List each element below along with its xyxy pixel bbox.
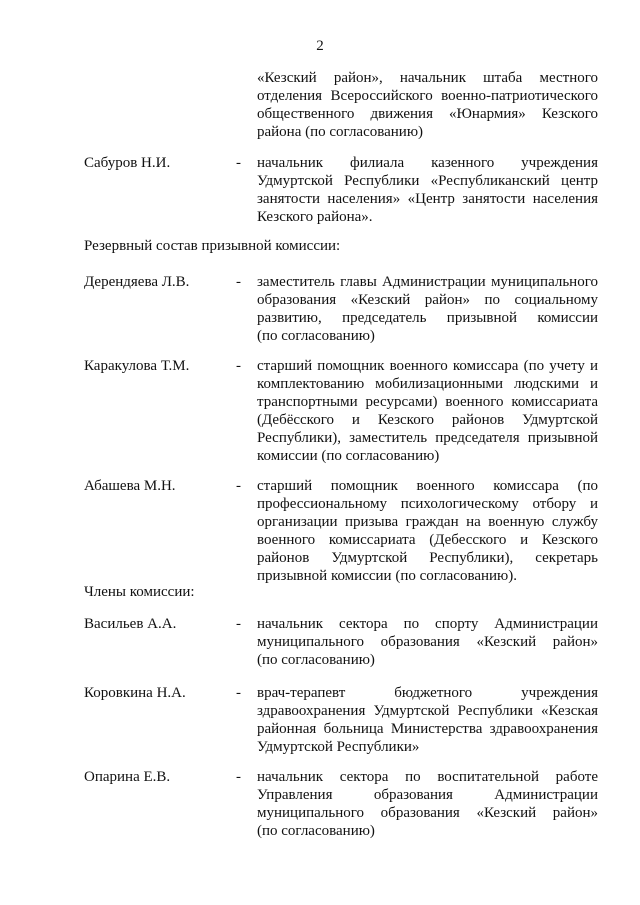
desc-line: занятости населения» «Центр занятости населения [257, 191, 598, 207]
desc-line: образования «Кезский район» по социальному [257, 292, 598, 308]
person-description [257, 768, 598, 840]
desc-line: (по согласованию) [257, 328, 375, 344]
desc-line: районов Удмуртской Республики), секретарь [257, 550, 598, 566]
person-description [257, 615, 598, 669]
person-name: Дерендяева Л.В. [84, 274, 190, 290]
desc-line: (по согласованию) [257, 652, 375, 668]
desc-line: муниципального образования «Кезский район» [257, 634, 598, 650]
desc-line: начальник сектора по спорту Администрации [257, 616, 598, 632]
desc-line: районная больница Министерства здравоохранения [257, 721, 598, 737]
person-name: Коровкина Н.А. [84, 685, 186, 701]
desc-line: Удмуртской Республики» [257, 739, 420, 755]
person-description [257, 684, 598, 756]
desc-line: призывной комиссии (по согласованию). [257, 568, 517, 584]
desc-line: Республики), заместитель председателя призывной [257, 430, 598, 446]
dash: - [236, 358, 241, 374]
dash: - [236, 478, 241, 494]
desc-line: комплектованию мобилизационными людскими и [257, 376, 598, 392]
dash: - [236, 685, 241, 701]
desc-line: (по согласованию) [257, 823, 375, 839]
members-heading: Члены комиссии: [84, 584, 195, 600]
page-number: 2 [316, 38, 324, 54]
desc-line: заместитель главы Администрации муниципального [257, 274, 598, 290]
desc-line: развитию, председатель призывной комиссии [257, 310, 598, 326]
desc-line: организации призыва граждан на военную службу [257, 514, 598, 530]
dash: - [236, 769, 241, 785]
dash: - [236, 155, 241, 171]
desc-line: Управления образования Администрации [257, 787, 598, 803]
desc-line: отделения Всероссийского военно-патриотического [257, 88, 598, 104]
desc-line: профессиональному психологическому отбору и [257, 496, 598, 512]
person-description [257, 154, 598, 226]
desc-line: начальник филиала казенного учреждения [257, 155, 598, 171]
desc-line: общественного движения «Юнармия» Кезского [257, 106, 598, 122]
person-name: Абашева М.Н. [84, 478, 176, 494]
dash: - [236, 616, 241, 632]
person-name: Васильев А.А. [84, 616, 177, 632]
reserve-heading: Резервный состав призывной комиссии: [84, 238, 341, 254]
person-description [257, 357, 598, 465]
continued-description [257, 69, 598, 141]
person-description [257, 477, 598, 585]
person-description [257, 273, 598, 345]
desc-line: старший помощник военного комиссара (по [257, 478, 598, 494]
person-name: Сабуров Н.И. [84, 155, 171, 171]
desc-line: старший помощник военного комиссара (по учету и [257, 358, 598, 374]
desc-line: здравоохранения Удмуртской Республики «Кезская [257, 703, 598, 719]
dash: - [236, 274, 241, 290]
desc-line: (Дебёсского и Кезского районов Удмуртской [257, 412, 598, 428]
desc-line: Удмуртской Республики «Республиканский центр [257, 173, 598, 189]
desc-line: «Кезский район», начальник штаба местного [257, 70, 598, 86]
desc-line: Кезского района». [257, 209, 373, 225]
desc-line: военного комиссариата (Дебесского и Кезского [257, 532, 598, 548]
person-name: Каракулова Т.М. [84, 358, 190, 374]
desc-line: комиссии (по согласованию) [257, 448, 440, 464]
desc-line: начальник сектора по воспитательной работе [257, 769, 598, 785]
desc-line: врач-терапевт бюджетного учреждения [257, 685, 598, 701]
desc-line: транспортными ресурсами) военного комиссариата [257, 394, 598, 410]
desc-line: района (по согласованию) [257, 124, 424, 140]
person-name: Опарина Е.В. [84, 769, 171, 785]
desc-line: муниципального образования «Кезский район» [257, 805, 598, 821]
